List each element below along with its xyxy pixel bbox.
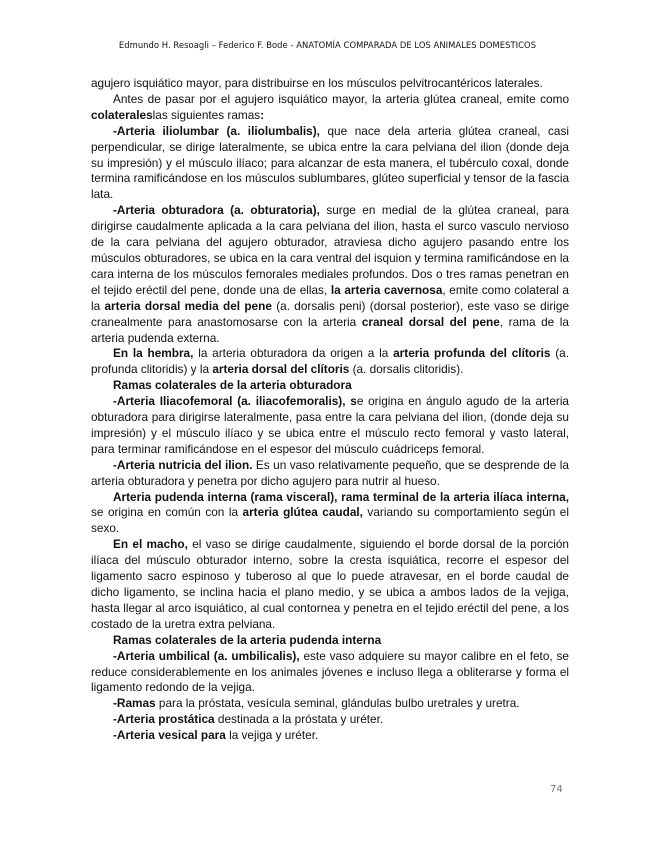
paragraph-ramas-prostata: -Ramas para la próstata, vesícula seminal, glándulas bulbo uretrales y uretra.	[113, 696, 520, 711]
paragraph-arteria-iliacofemoral: -Arteria Iliacofemoral (a. iliacofemoralis), se origina en ángulo agudo de la arteria obturadora para dirigirse lateralmente, pasa entre la cara pelviana del ilion, (donde deja su impresión) y el músculo ilíaco y se ubica entre el músculo recto femoral y vasto lateral, para terminar ramificándose en el espesor del músculo cuádriceps femoral.	[91, 394, 569, 456]
body-text	[91, 76, 569, 744]
subheading-ramas-pudenda: Ramas colaterales de la arteria pudenda interna	[113, 632, 382, 647]
subheading-ramas-obturadora: Ramas colaterales de la arteria obturadora	[113, 378, 352, 393]
page-number: 74	[550, 784, 563, 795]
paragraph-glutea-craneal: Antes de pasar por el agujero isquiático mayor, la arteria glútea craneal, emite como colateraleslas siguientes ramas:	[91, 91, 569, 122]
paragraph-en-la-hembra: En la hembra, la arteria obturadora da origen a la arteria profunda del clítoris (a. profunda clitoridis) y la arteria dorsal del clítoris (a. dorsalis clitoridis).	[91, 346, 569, 377]
paragraph-continuation: agujero isquiático mayor, para distribuirse en los músculos pelvitrocantéricos laterales.	[91, 76, 543, 90]
paragraph-arteria-iliolumbar: -Arteria iliolumbar (a. iliolumbalis), que nace dela arteria glútea craneal, casi perpendicular, se dirige lateralmente, se ubica entre la cara pelviana del ilion (donde deja su impresión) y el músculo ilíaco; para alcanzar de esta manera, el tubérculo coxal, donde termina ramificándose en los músculos sublumbares, glúteo superficial y tensor de la fascia lata.	[91, 123, 570, 202]
paragraph-arteria-nutricia: -Arteria nutricia del ilion. Es un vaso relativamente pequeño, que se desprende de la arteria obturadora y penetra por dicho agujero para nutrir al hueso.	[91, 457, 569, 488]
running-header: Edmundo H. Resoagli – Federico F. Bode - ANATOMÍA COMPARADA DE LOS ANIMALES DOMESTICOS	[118, 40, 537, 50]
paragraph-arteria-obturadora: -Arteria obturadora (a. obturatoria), surge en medial de la glútea craneal, para dirigirse caudalmente aplicada a la cara pelviana del ilion, hasta el surco vasculo nervioso de la cara pelviana del agujero obturador, atraviesa dicho agujero pasando entre los músculos obturadores, se ubica en la cara ventral del isquion y termina ramificándose en la cara interna de los músculos femorales mediales profundos. Dos o tres ramas penetran en el tejido eréctil del pene, donde una de ellas, la arteria cavernosa, emite como colateral a la arteria dorsal media del pene (a. dorsalis peni) (dorsal posterior), este vaso se dirige cranealmente para anastomosarse con la arteria craneal dorsal del pene, rama de la arteria pudenda externa.	[91, 203, 569, 345]
paragraph-arteria-umbilical: -Arteria umbilical (a. umbilicalis), este vaso adquiere su mayor calibre en el feto, se reduce considerablemente en los animales jóvenes e incluso llega a obliterarse y forma el ligamento redondo de la vejiga.	[91, 648, 569, 695]
paragraph-arteria-vesical: -Arteria vesical para la vejiga y uréter.	[113, 728, 319, 743]
paragraph-arteria-prostatica: -Arteria prostática destinada a la próstata y uréter.	[113, 712, 384, 727]
paragraph-arteria-pudenda-interna: Arteria pudenda interna (rama visceral), rama terminal de la arteria ilíaca interna, se origina en común con la arteria glútea caudal, variando su comportamiento según el sexo.	[91, 489, 569, 536]
paragraph-en-el-macho: En el macho, el vaso se dirige caudalmente, siguiendo el borde dorsal de la porción ilíaca del músculo obturador interno, sobre la cresta isquiática, recorre el espesor del ligamento sacro espinoso y tuberoso al que lo puede atravesar, en el borde caudal de dicho ligamento, se inclina hacia el plano medio, y se ubica a ambos lados de la vejiga, hasta llegar al arco isquiático, al cual contornea y penetra en el tejido eréctil del pene, a los costado de la uretra extra pelviana.	[91, 537, 569, 631]
